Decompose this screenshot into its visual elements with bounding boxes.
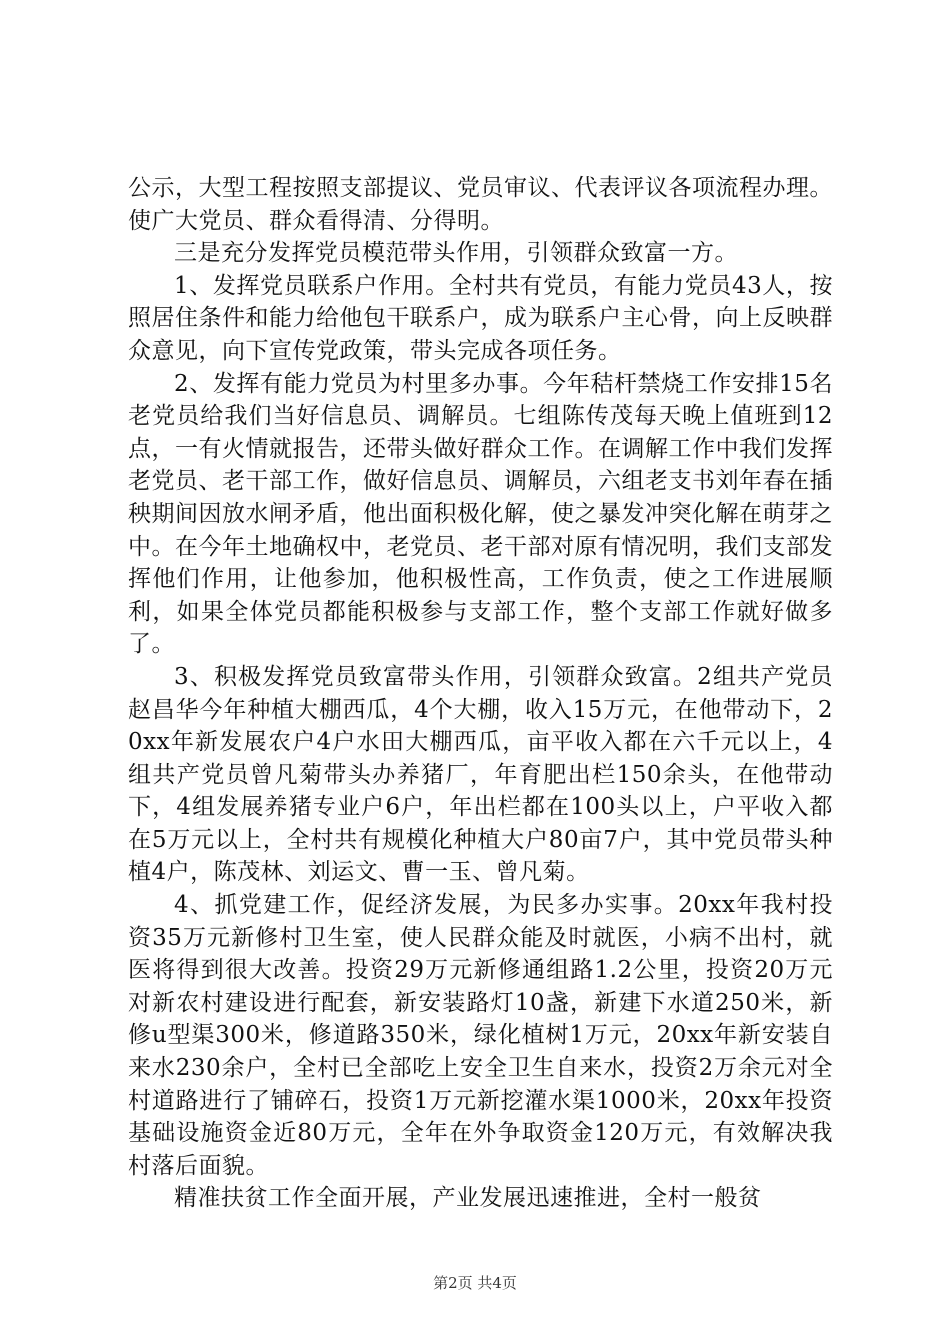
paragraph: 1、发挥党员联系户作用。全村共有党员，有能力党员43人，按照居住条件和能力给他包干联系户，成为联系户主心骨，向上反映群众意见，向下宣传党政策，带头完成各项任务。 (128, 272, 833, 364)
paragraph: 三是充分发挥党员模范带头作用，引领群众致富一方。 (174, 240, 738, 267)
paragraph: 精准扶贫工作全面开展，产业发展迅速推进，全村一般贫 (174, 1185, 762, 1212)
document-body (128, 172, 833, 1215)
paragraph: 4、抓党建工作，促经济发展，为民多办实事。20xx年我村投资35万元新修村卫生室，使人民群众能及时就医，小病不出村，就医将得到很大改善。投资29万元新修通组路1.2公里，投资20万元对新农村建设进行配套，新安装路灯10盏，新建下水道250米，新修u型渠300米，修道路350米，绿化植树1万元，20xx年新安装自来水230余户，全村已全部吃上安全卫生自来水，投资2万余元对全村道路进行了铺碎石，投资1万元新挖灌水渠1000米，20xx年投资基础设施资金近80万元，全年在外争取资金120万元，有效解决我村落后面貌。 (128, 892, 833, 1179)
paragraph: 3、积极发挥党员致富带头作用，引领群众致富。2组共产党员赵昌华今年种植大棚西瓜，4个大棚，收入15万元，在他带动下，20xx年新发展农户4户水田大棚西瓜，亩平收入都在六千元以上，4组共产党员曾凡菊带头办养猪厂，年育肥出栏150余头，在他带动下，4组发展养猪专业户6户，年出栏都在100头以上，户平收入都在5万元以上，全村共有规模化种植大户80亩7户，其中党员带头种植4户，陈茂林、刘运文、曹一玉、曾凡菊。 (128, 663, 833, 886)
paragraph: 公示，大型工程按照支部提议、党员审议、代表评议各项流程办理。使广大党员、群众看得清、分得明。 (128, 175, 833, 234)
paragraph: 2、发挥有能力党员为村里多办事。今年秸杆禁烧工作安排15名老党员给我们当好信息员、调解员。七组陈传茂每天晚上值班到12点，一有火情就报告，还带头做好群众工作。在调解工作中我们发挥老党员、老干部工作，做好信息员、调解员，六组老支书刘年春在插秧期间因放水闸矛盾，他出面积极化解，使之暴发冲突化解在萌芽之中。在今年土地确权中，老党员、老干部对原有情况明，我们支部发挥他们作用，让他参加，他积极性高，工作负责，使之工作进展顺利，如果全体党员都能积极参与支部工作，整个支部工作就好做多了。 (128, 370, 833, 658)
page-footer: 第2页 共4页 (433, 1274, 517, 1292)
